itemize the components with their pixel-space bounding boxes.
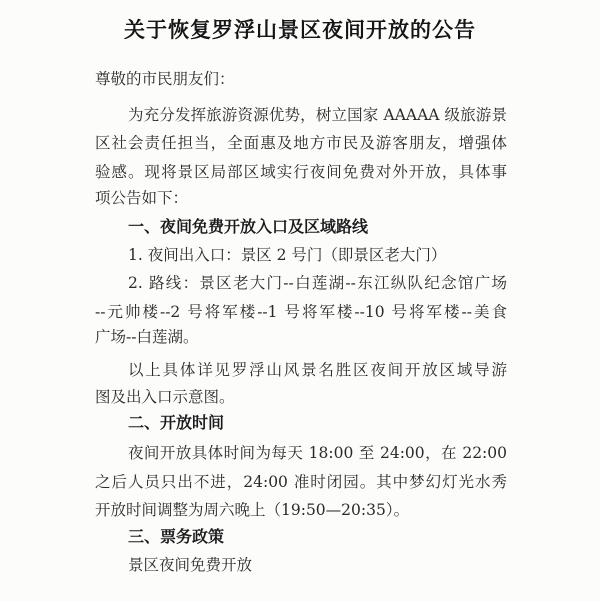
route-line: --元帅楼--2 号将军楼--1 号将军楼--10 号将军楼--美食 (95, 303, 507, 321)
section-heading-3: 三、票务政策 (128, 527, 225, 546)
intro-line: 区社会责任担当，全面惠及地方市民及游客朋友，增强体 (95, 134, 507, 152)
document-title: 关于恢复罗浮山景区夜间开放的公告 (124, 17, 476, 42)
ticket-policy: 景区夜间免费开放 (128, 556, 253, 574)
intro-line: 为充分发挥旅游资源优势，树立国家 AAAAA 级旅游景 (128, 106, 507, 124)
intro-line: 项公告如下： (95, 189, 189, 207)
note-line: 以上具体详见罗浮山风景名胜区夜间开放区域导游 (128, 361, 507, 379)
route-line: 2. 路线：景区老大门--白莲湖--东江纵队纪念馆广场 (128, 274, 507, 292)
hours-line: 开放时间调整为周六晚上（19:50—20:35）。 (95, 501, 410, 519)
greeting: 尊敬的市民朋友们： (95, 70, 235, 88)
intro-line: 验感。现将景区局部区域实行夜间免费对外开放，具体事 (95, 163, 507, 181)
section-heading-1: 一、夜间免费开放入口及区域路线 (128, 217, 369, 236)
hours-line: 之后人员只出不进，24:00 准时闭园。其中梦幻灯光水秀 (95, 473, 507, 491)
entrance-item: 1. 夜间出入口：景区 2 号门（即景区老大门） (128, 246, 447, 264)
route-line: 广场--白莲湖。 (95, 328, 199, 346)
hours-line: 夜间开放具体时间为每天 18:00 至 24:00，在 22:00 (128, 444, 507, 462)
note-line: 图及出入口示意图。 (95, 388, 235, 406)
section-heading-2: 二、开放时间 (128, 413, 225, 432)
